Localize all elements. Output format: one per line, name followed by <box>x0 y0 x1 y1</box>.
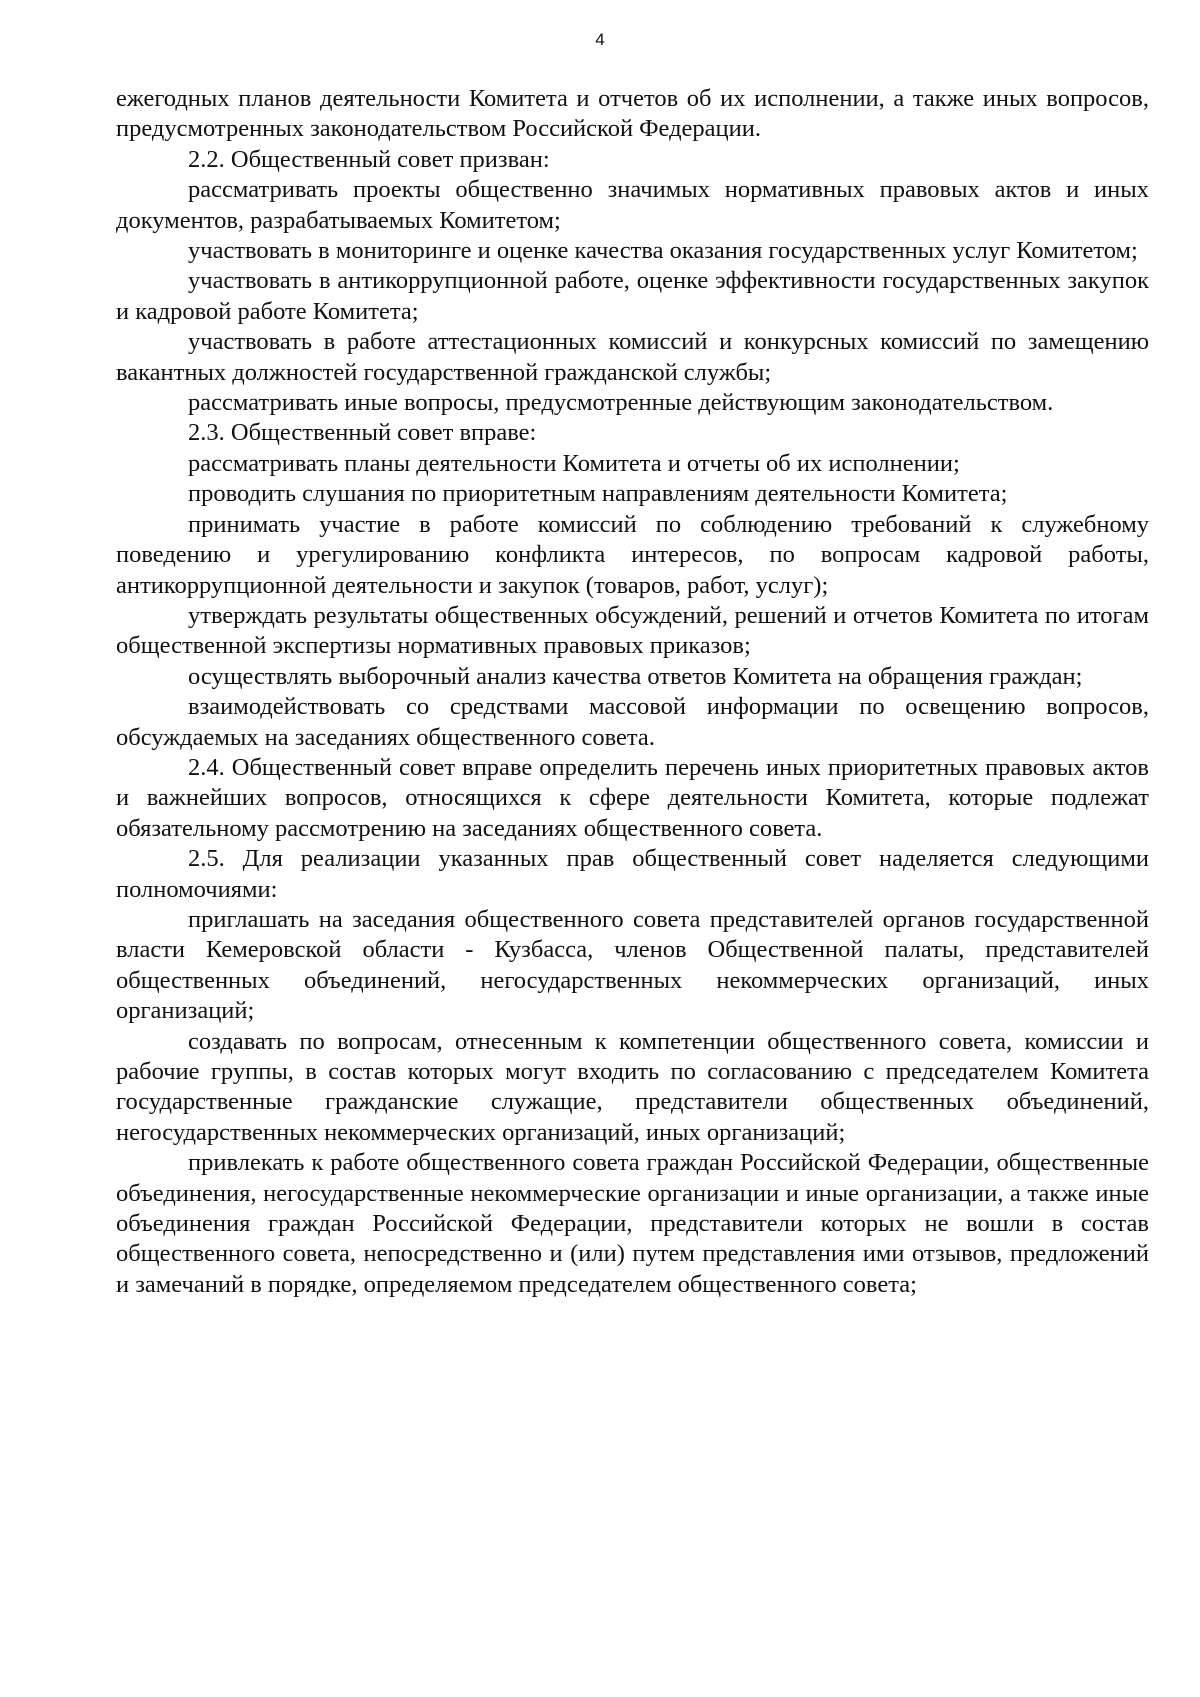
list-item: рассматривать планы деятельности Комитета и отчеты об их исполнении; <box>188 449 960 477</box>
list-item: приглашать на заседания общественного совета представителей органов государственной власти Кемеровской области - Кузбасса, членов Общественной палаты, представителей общественных объединений, негосударственных некоммерческих организаций, иных организаций; <box>116 905 1149 1025</box>
list-item: создавать по вопросам, отнесенным к компетенции общественного совета, комиссии и рабочие группы, в состав которых могут входить по согласованию с председателем Комитета государственные гражданские служащие, представители общественных объединений, негосударственных некоммерческих организаций, иных организаций; <box>116 1027 1149 1146</box>
list-item: принимать участие в работе комиссий по соблюдению требований к служебному поведению и урегулированию конфликта интересов, по вопросам кадровой работы, антикоррупционной деятельности и закупок (товаров, работ, услуг); <box>116 510 1149 599</box>
list-item: привлекать к работе общественного совета граждан Российской Федерации, общественные объединения, негосударственные некоммерческие организации и иные организации, а также иные объединения граждан Российской Федерации, представители которых не вошли в состав общественного совета, непосредственно и (или) путем представления ими отзывов, предложений и замечаний в порядке, определяемом председателем общественного совета; <box>116 1149 1149 1298</box>
section-paragraph-2-4: 2.4. Общественный совет вправе определить перечень иных приоритетных правовых актов и важнейших вопросов, относящихся к сфере деятельности Комитета, которые подлежат обязательному рассмотрению на заседаниях общественного совета. <box>116 753 1149 842</box>
list-item: рассматривать иные вопросы, предусмотренные действующим законодательством. <box>188 389 1054 417</box>
list-item: участвовать в работе аттестационных комиссий и конкурсных комиссий по замещению вакантных должностей государственной гражданской службы; <box>116 328 1149 386</box>
section-heading-2-2: 2.2. Общественный совет призван: <box>188 145 550 173</box>
list-item: осуществлять выборочный анализ качества ответов Комитета на обращения граждан; <box>188 662 1083 690</box>
paragraph-continuation: ежегодных планов деятельности Комитета и отчетов об их исполнении, а также иных вопросов, предусмотренных законодательством Российской Федерации. <box>116 85 1149 143</box>
section-paragraph-2-5: 2.5. Для реализации указанных прав общественный совет наделяется следующими полномочиями: <box>116 845 1149 903</box>
list-item: участвовать в мониторинге и оценке качества оказания государственных услуг Комитетом; <box>188 237 1138 265</box>
list-item: взаимодействовать со средствами массовой информации по освещению вопросов, обсуждаемых на заседаниях общественного совета. <box>116 693 1149 751</box>
list-item: участвовать в антикоррупционной работе, оценке эффективности государственных закупок и кадровой работе Комитета; <box>116 267 1149 325</box>
list-item: рассматривать проекты общественно значимых нормативных правовых актов и иных документов, разрабатываемых Комитетом; <box>116 176 1149 234</box>
list-item: проводить слушания по приоритетным направлениям деятельности Комитета; <box>188 480 1008 508</box>
page-number: 4 <box>595 30 605 49</box>
document-body <box>116 84 1149 1300</box>
section-heading-2-3: 2.3. Общественный совет вправе: <box>188 419 537 447</box>
list-item: утверждать результаты общественных обсуждений, решений и отчетов Комитета по итогам общественной экспертизы нормативных правовых приказов; <box>116 601 1149 660</box>
